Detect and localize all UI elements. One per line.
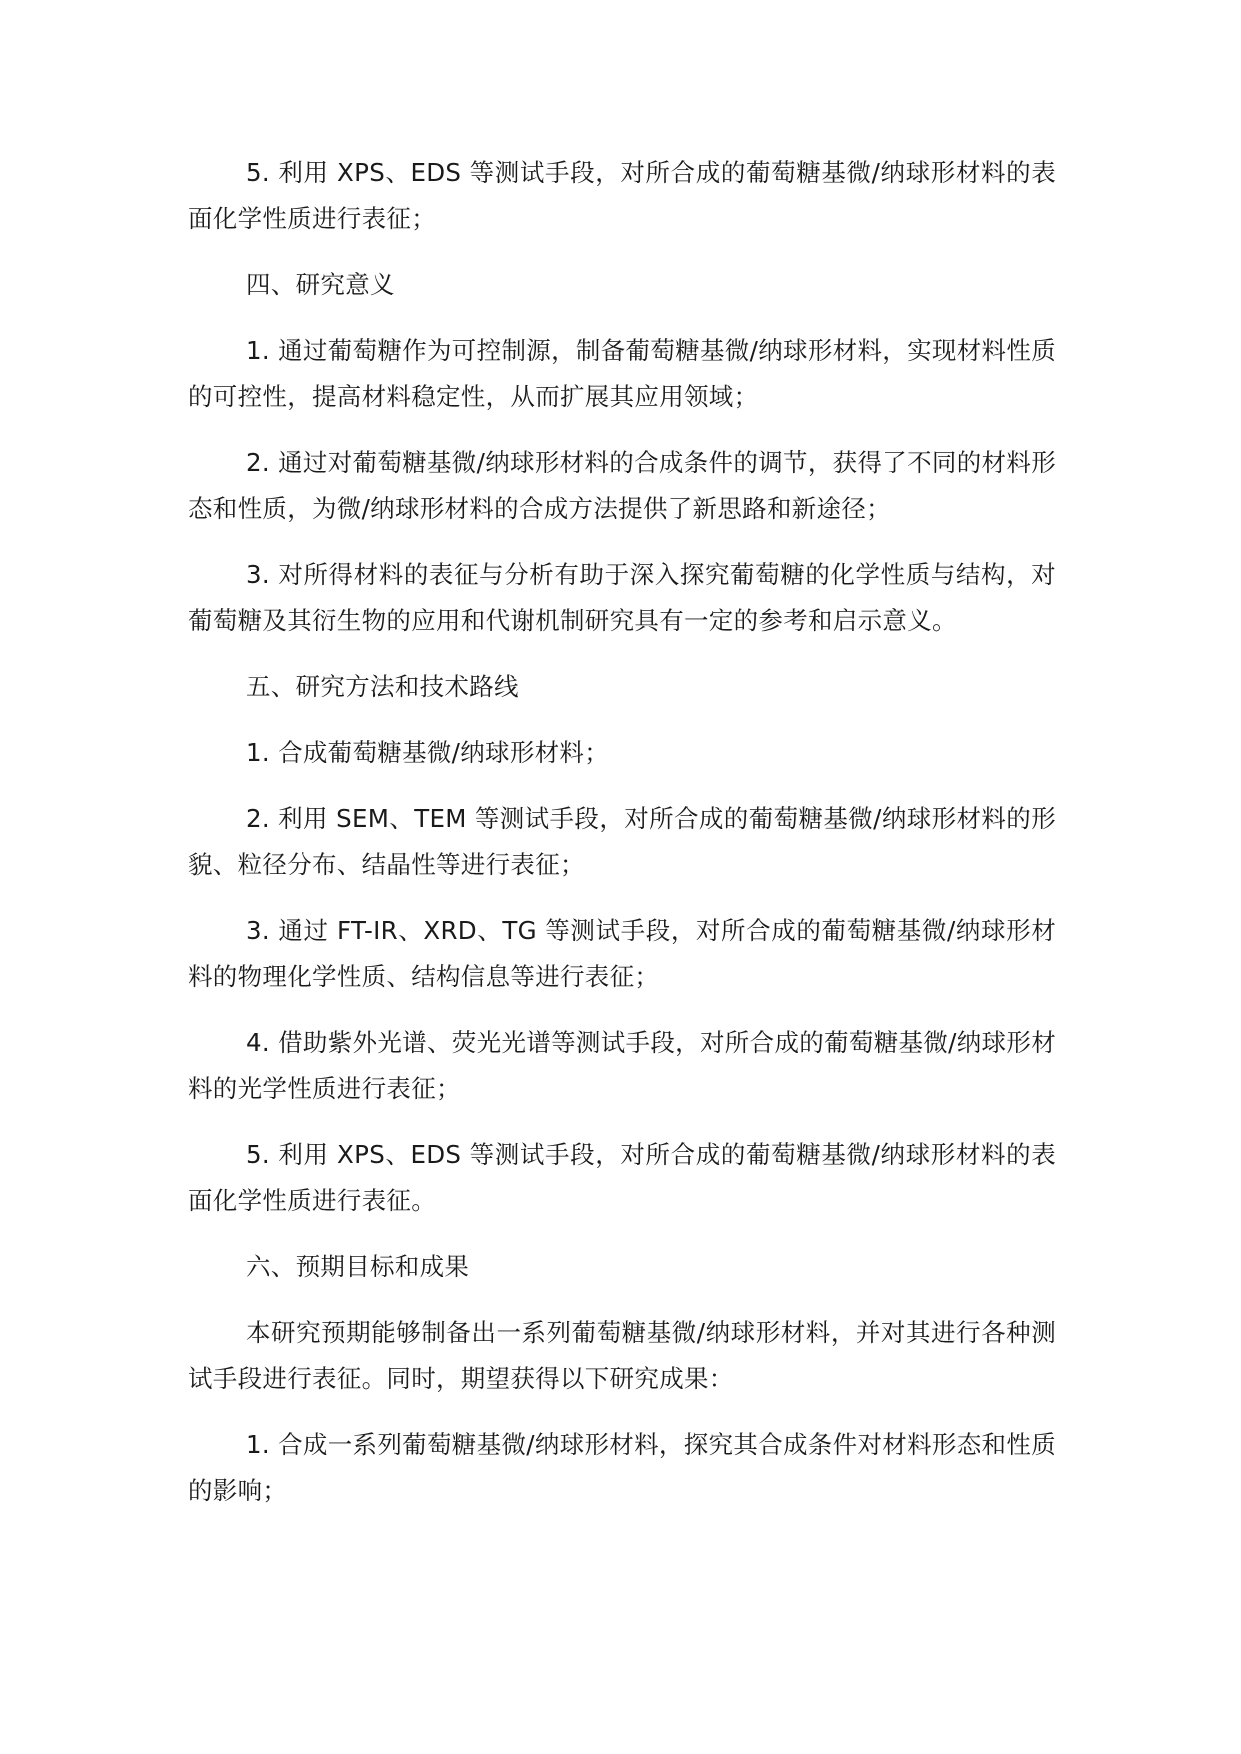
section-heading-goals: 六、预期目标和成果 — [246, 1252, 470, 1281]
list-item-significance-1: 1. 通过葡萄糖作为可控制源，制备葡萄糖基微/纳球形材料，实现材料性质的可控性，提高材料稳定性，从而扩展其应用领域； — [188, 336, 1056, 411]
list-item-methods-3: 3. 通过 FT-IR、XRD、TG 等测试手段，对所合成的葡萄糖基微/纳球形材料的物理化学性质、结构信息等进行表征； — [188, 916, 1056, 991]
list-item-methods-1: 1. 合成葡萄糖基微/纳球形材料； — [246, 738, 610, 767]
list-item-methods-4: 4. 借助紫外光谱、荧光光谱等测试手段，对所合成的葡萄糖基微/纳球形材料的光学性质进行表征； — [188, 1028, 1056, 1103]
list-item-xps-eds-surface: 5. 利用 XPS、EDS 等测试手段，对所合成的葡萄糖基微/纳球形材料的表面化学性质进行表征； — [188, 158, 1056, 233]
section-heading-methods: 五、研究方法和技术路线 — [246, 672, 519, 701]
list-item-goals-1: 1. 合成一系列葡萄糖基微/纳球形材料，探究其合成条件对材料形态和性质的影响； — [188, 1430, 1056, 1505]
list-item-significance-3: 3. 对所得材料的表征与分析有助于深入探究葡萄糖的化学性质与结构，对葡萄糖及其衍生物的应用和代谢机制研究具有一定的参考和启示意义。 — [188, 560, 1056, 635]
list-item-significance-2: 2. 通过对葡萄糖基微/纳球形材料的合成条件的调节，获得了不同的材料形态和性质，为微/纳球形材料的合成方法提供了新思路和新途径； — [188, 448, 1056, 523]
paragraph-goals-intro: 本研究预期能够制备出一系列葡萄糖基微/纳球形材料，并对其进行各种测试手段进行表征。同时，期望获得以下研究成果： — [188, 1318, 1056, 1393]
section-heading-significance: 四、研究意义 — [246, 270, 395, 299]
list-item-methods-2: 2. 利用 SEM、TEM 等测试手段，对所合成的葡萄糖基微/纳球形材料的形貌、粒径分布、结晶性等进行表征； — [188, 804, 1056, 879]
list-item-methods-5: 5. 利用 XPS、EDS 等测试手段，对所合成的葡萄糖基微/纳球形材料的表面化学性质进行表征。 — [188, 1140, 1056, 1215]
document-body — [188, 150, 1056, 1534]
